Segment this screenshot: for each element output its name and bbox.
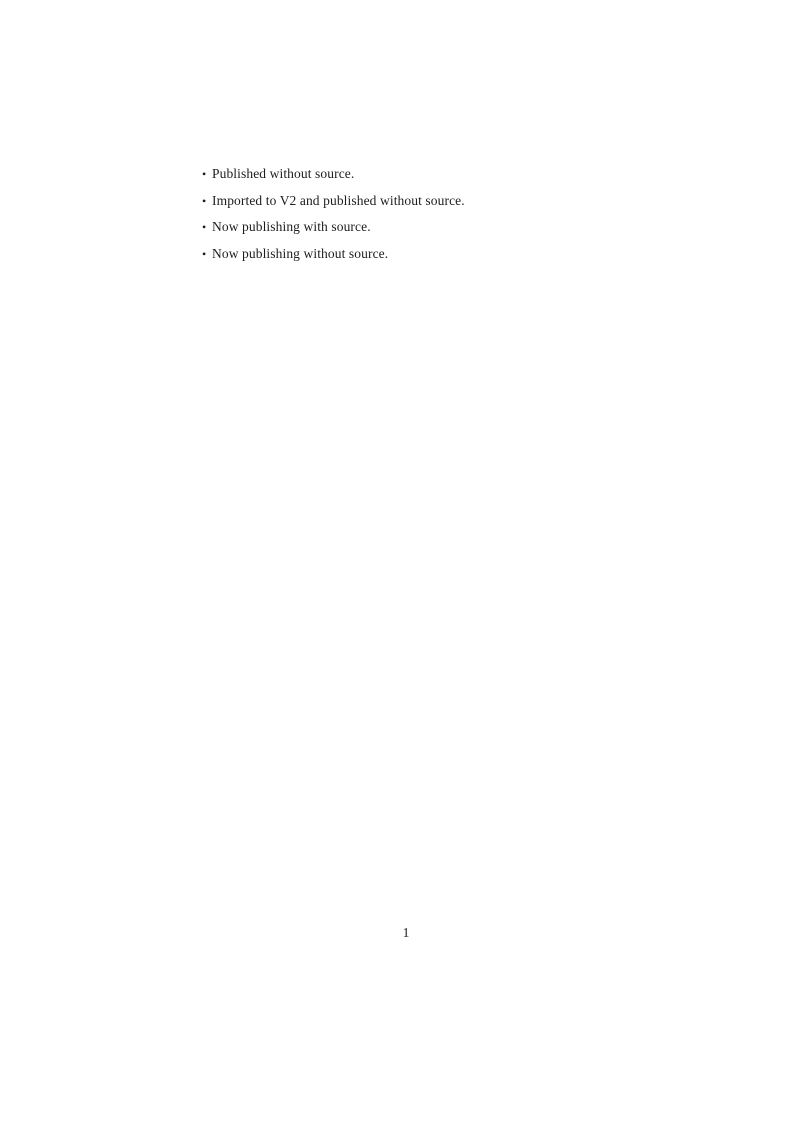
list-item-text: Now publishing without source.	[212, 246, 389, 262]
bullet-icon: •	[202, 193, 207, 208]
list-item-text: Now publishing with source.	[212, 219, 371, 235]
page-number: 1	[402, 925, 410, 940]
list-item	[202, 167, 465, 181]
bullet-icon: •	[202, 247, 207, 262]
list-item	[202, 220, 465, 234]
bullet-icon: •	[202, 167, 207, 181]
list-item-text: Published without source.	[212, 166, 355, 181]
bullet-icon: •	[202, 220, 207, 235]
bullet-list	[202, 167, 465, 274]
list-item-text: Imported to V2 and published without source.	[212, 192, 465, 208]
list-item	[202, 247, 465, 261]
list-item	[202, 194, 465, 208]
